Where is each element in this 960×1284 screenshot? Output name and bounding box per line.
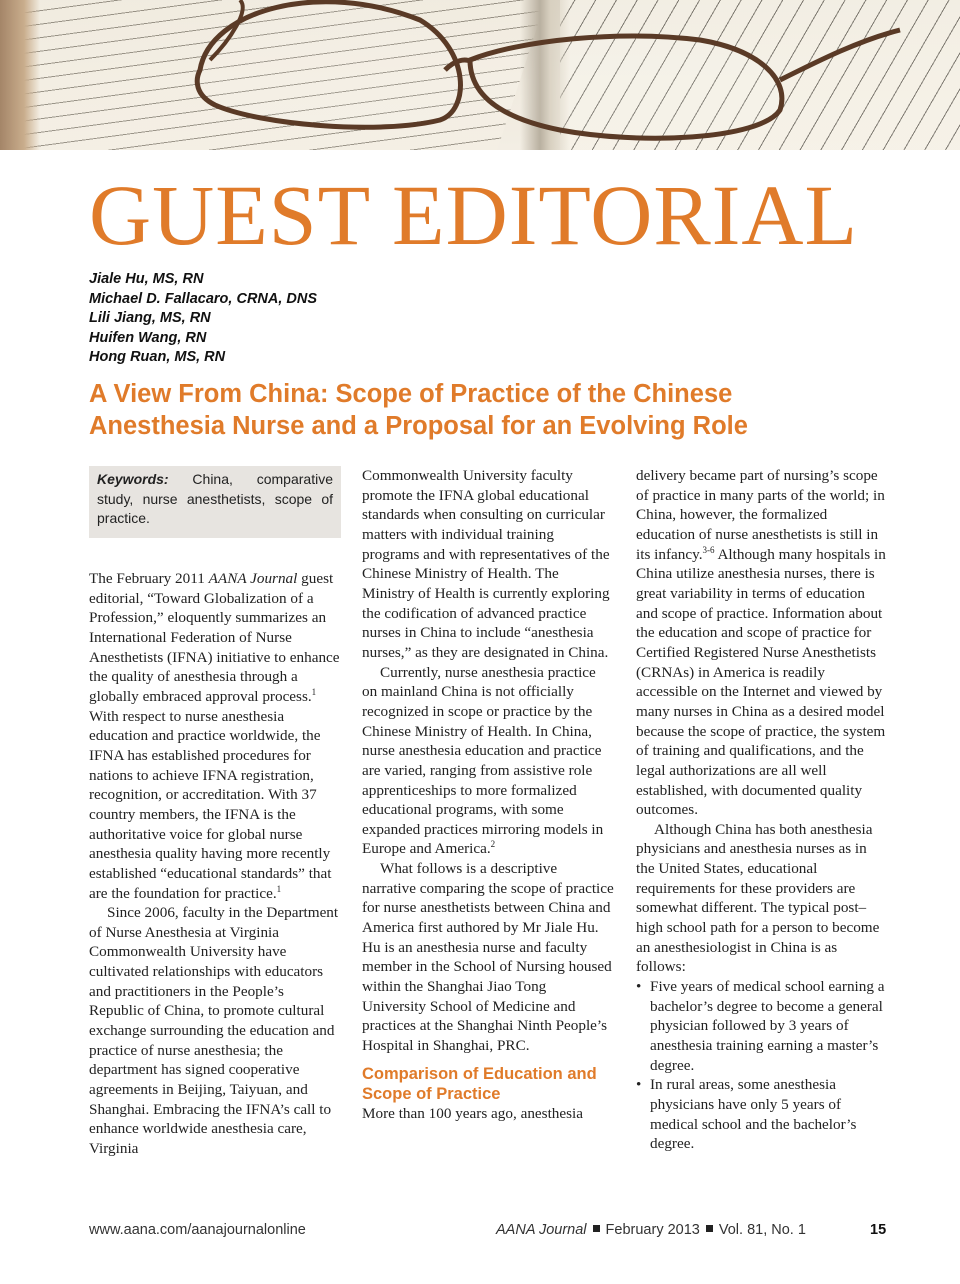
page-number: 15 <box>870 1222 887 1238</box>
footer-url-link[interactable]: www.aana.com/aanajournalonline <box>89 1222 306 1238</box>
keywords-box <box>89 466 341 538</box>
column-2 <box>362 466 614 1123</box>
bullet-icon: • <box>636 1076 642 1094</box>
journal-citation: AANA Journal February 2013 Vol. 81, No. 1 <box>496 1222 806 1238</box>
square-bullet-icon <box>706 1225 713 1232</box>
list-item: • In rural areas, some anesthesia physicians have only 5 years of medical school and the bachelor’s degree. <box>636 1076 857 1153</box>
citation-ref[interactable]: 2 <box>490 839 496 850</box>
author-name: Huifen Wang, RN <box>89 329 207 346</box>
paragraph: delivery became part of nursing’s scope of practice in many parts of the world; in China, however, the formalized education of nurse anesthetists is still in its infancy.$^{3-6}$ Although many hospitals in China utilize anesthesia nurses, there is great variability in terms of education and scope of practice. Information about the education and scope of practice for Certified Registered Nurse Anesthetists (CRNAs) in America is readily accessible on the Internet and viewed by many nurses in China as a desired model because the scope of practice, the system of training and qualifications, and the legal authorizations are all well established, with documented quality outcomes. <box>636 467 886 819</box>
paragraph: The February 2011 AANA Journal guest editorial, “Toward Globalization of a Profession,” eloquently summarizes an International Federation of Nurse Anesthetists (IFNA) initiative to enhance the quality of anesthesia through a globally embraced approval process.$^1$ With respect to nurse anesthesia education and practice worldwide, the IFNA has established procedures for nations to achieve IFNA registration, recognition, or accreditation. With 37 country members, the IFNA is the authoritative voice for global nurse anesthesia quality having more recently established “educational standards” that are the foundation for practice.$^1$ <box>89 570 340 902</box>
bullet-icon: • <box>636 978 642 996</box>
keywords-label: Keywords: <box>97 471 169 487</box>
article-title: A View From China: Scope of Practice of the Chinese Anesthesia Nurse and a Proposal for an Evolving Role <box>89 380 748 440</box>
author-name: Lili Jiang, MS, RN <box>89 310 211 327</box>
header-photo-banner <box>0 0 960 150</box>
author-name: Michael D. Fallacaro, CRNA, DNS <box>89 290 318 307</box>
bullet-list <box>636 977 888 1154</box>
paragraph: What follows is a descriptive narrative comparing the scope of practice for nurse anesthetists between China and America first authored by Mr Jiale Hu. Hu is an anesthesia nurse and faculty member in the School of Nursing housed within the Shanghai Jiao Tong University School of Medicine and practices at the Shanghai Ninth People’s Hospital in Shanghai, PRC. <box>362 860 614 1055</box>
section-subheading: Comparison of Education and Scope of Practice <box>362 1064 597 1103</box>
author-list <box>89 270 317 368</box>
paragraph: Although China has both anesthesia physicians and anesthesia nurses as in the United States, educational requirements for these providers are somewhat different. The typical post–high school path for a person to become an anesthesiologist in China is as follows: <box>636 820 880 976</box>
paragraph: More than 100 years ago, anesthesia <box>362 1104 583 1122</box>
list-item: • Five years of medical school earning a bachelor’s degree to become a general physician followed by 3 years of anesthesia training earning a master’s degree. <box>636 978 885 1074</box>
author-name: Hong Ruan, MS, RN <box>89 349 226 366</box>
column-1 <box>89 466 341 1159</box>
citation-ref[interactable]: 3-6 <box>702 544 715 555</box>
section-title: GUEST EDITORIAL <box>89 167 859 263</box>
citation-ref[interactable]: 1 <box>276 883 282 894</box>
reading-glasses-icon <box>0 0 960 150</box>
paragraph: Since 2006, faculty in the Department of Nurse Anesthesia at Virginia Commonwealth University have cultivated relationships with educators and practitioners in the People’s Republic of China, to promote cultural exchange surrounding the education and practice of nurse anesthesia; the department has signed cooperative agreements in Beijing, Taiyuan, and Shanghai. Embracing the IFNA’s call to enhance worldwide anesthesia care, Virginia <box>89 904 339 1158</box>
page-footer <box>89 1222 889 1242</box>
column-3 <box>636 466 888 1154</box>
author-name: Jiale Hu, MS, RN <box>89 271 204 287</box>
keywords-text: China, comparative study, nurse anesthetists, scope of practice. <box>97 471 333 527</box>
paragraph: Commonwealth University faculty promote the IFNA global educational standards when consulting on curricular matters with individual training programs and with representatives of the Chinese Ministry of Health. The Ministry of Health is currently exploring the codification of advanced practice nurses in China to include “anesthesia nurses,” as they are designated in China. <box>362 467 610 661</box>
citation-ref[interactable]: 1 <box>311 686 317 697</box>
square-bullet-icon <box>593 1225 600 1232</box>
paragraph: Currently, nurse anesthesia practice on mainland China is not officially recognized in scope or practice by the Chinese Ministry of Health. In China, nurse anesthesia education and practice are varied, ranging from assistive role apprenticeships to more formalized educational programs, with some expanded practices mirroring models in Europe and America.$^2$ <box>362 663 604 858</box>
